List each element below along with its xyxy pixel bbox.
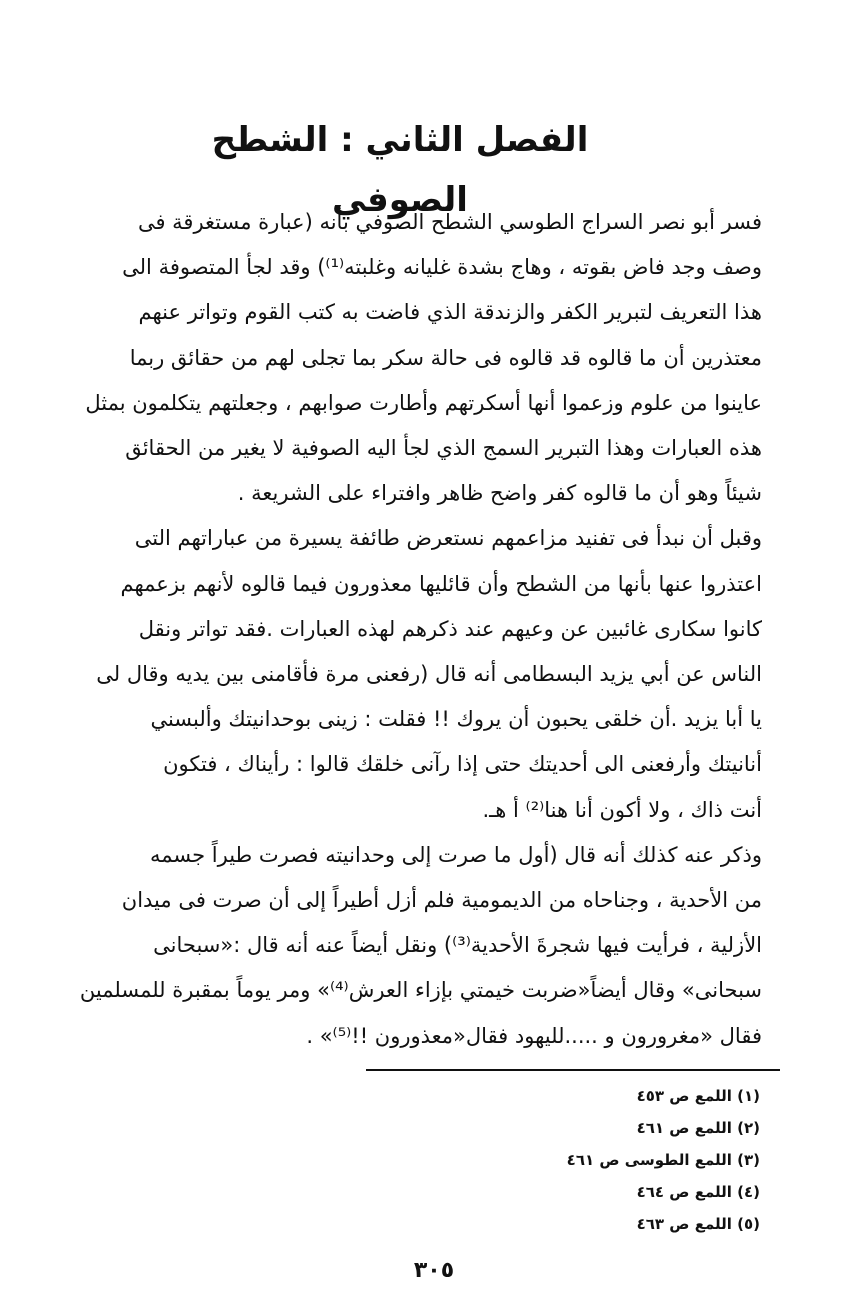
text-line: هذه العبارات وهذا التبرير السمج الذي لجأ اليه الصوفية لا يغير من الحقائق — [125, 436, 762, 461]
text-line: سبحانى» وقال أيضاً«ضربت خيمتي بإزاء العرش⁽⁴⁾» ومر يوماً بمقبرة للمسلمين — [79, 978, 762, 1003]
text-line: وصف وجد فاض بقوته ، وهاج بشدة غليانه وغلبته⁽¹⁾) وقد لجأ المتصوفة الى — [122, 255, 762, 280]
text-line: عاينوا من علوم وزعموا أنها أسكرتهم وأطارت صوابهم ، وجعلتهم يتكلمون بمثل — [85, 390, 762, 415]
footnote: (٢) اللمع ص ٤٦١ — [636, 1119, 760, 1137]
chapter-title: الفصل الثاني : الشطح الصوفي — [211, 120, 589, 220]
footnote: (٤) اللمع ص ٤٦٤ — [636, 1183, 760, 1201]
text-line: من الأحدية ، وجناحاه من الديمومية فلم أزل أطيراً إلى أن صرت فى ميدان — [121, 888, 762, 913]
page-number: ٣٠٥ — [413, 1258, 455, 1283]
text-line: فقال «مغرورون و .....لليهود فقال«معذورون !!⁽⁵⁾» . — [306, 1023, 762, 1048]
footnote: (٣) اللمع الطوسى ص ٤٦١ — [566, 1151, 760, 1169]
footnote: (١) اللمع ص ٤٥٣ — [636, 1087, 760, 1105]
paragraph-1 — [70, 200, 782, 516]
paragraph-2 — [70, 516, 782, 832]
paragraph-3 — [70, 833, 782, 1059]
text-line: الناس عن أبي يزيد البسطامى أنه قال (رفعنى مرة فأقامنى بين يديه وقال لى — [96, 662, 762, 687]
footnotes — [567, 1080, 760, 1240]
text-line: شيئاً وهو أن ما قالوه كفر واضح ظاهر وافتراء على الشريعة . — [237, 481, 762, 506]
text-line: كانوا سكارى غائبين عن وعيهم عند ذكرهم لهذه العبارات .فقد تواتر ونقل — [138, 616, 762, 641]
text-line: الأزلية ، فرأيت فيها شجرةَ الأحدية⁽³⁾) ونقل أيضاً عنه أنه قال :«سبحانى — [153, 933, 762, 958]
text-line: يا أبا يزيد .أن خلقى يحبون أن يروك !! فقلت : زينى بوحدانيتك وألبسني — [150, 707, 762, 732]
footnote-divider — [366, 1069, 780, 1071]
body-text — [70, 200, 782, 1059]
text-line: معتذرين أن ما قالوه قد قالوه فى حالة سكر بما تجلى لهم من حقائق ربما — [129, 345, 762, 370]
footnote: (٥) اللمع ص ٤٦٣ — [636, 1215, 760, 1233]
text-line: فسر أبو نصر السراج الطوسي الشطح الصوفي بأنه (عبارة مستغرقة فى — [137, 210, 762, 234]
text-line: اعتذروا عنها بأنها من الشطح وأن قائليها معذورون فيما قالوه لأنهم بزعمهم — [120, 571, 762, 596]
text-line: وقبل أن نبدأ فى تفنيد مزاعمهم نستعرض طائفة يسيرة من عباراتهم التى — [134, 526, 762, 551]
text-line: هذا التعريف لتبرير الكفر والزندقة الذي فاضت به كتب القوم وتواتر عنهم — [138, 300, 762, 325]
text-line: أنت ذاك ، ولا أكون أنا هنا⁽²⁾ أ هـ. — [482, 797, 762, 822]
text-line: وذكر عنه كذلك أنه قال (أول ما صرت إلى وحدانيته فصرت طيراً جسمه — [149, 842, 762, 867]
text-line: أنانيتك وأرفعنى الى أحديتك حتى إذا رآنى خلقك قالوا : رأيناك ، فتكون — [163, 752, 762, 777]
